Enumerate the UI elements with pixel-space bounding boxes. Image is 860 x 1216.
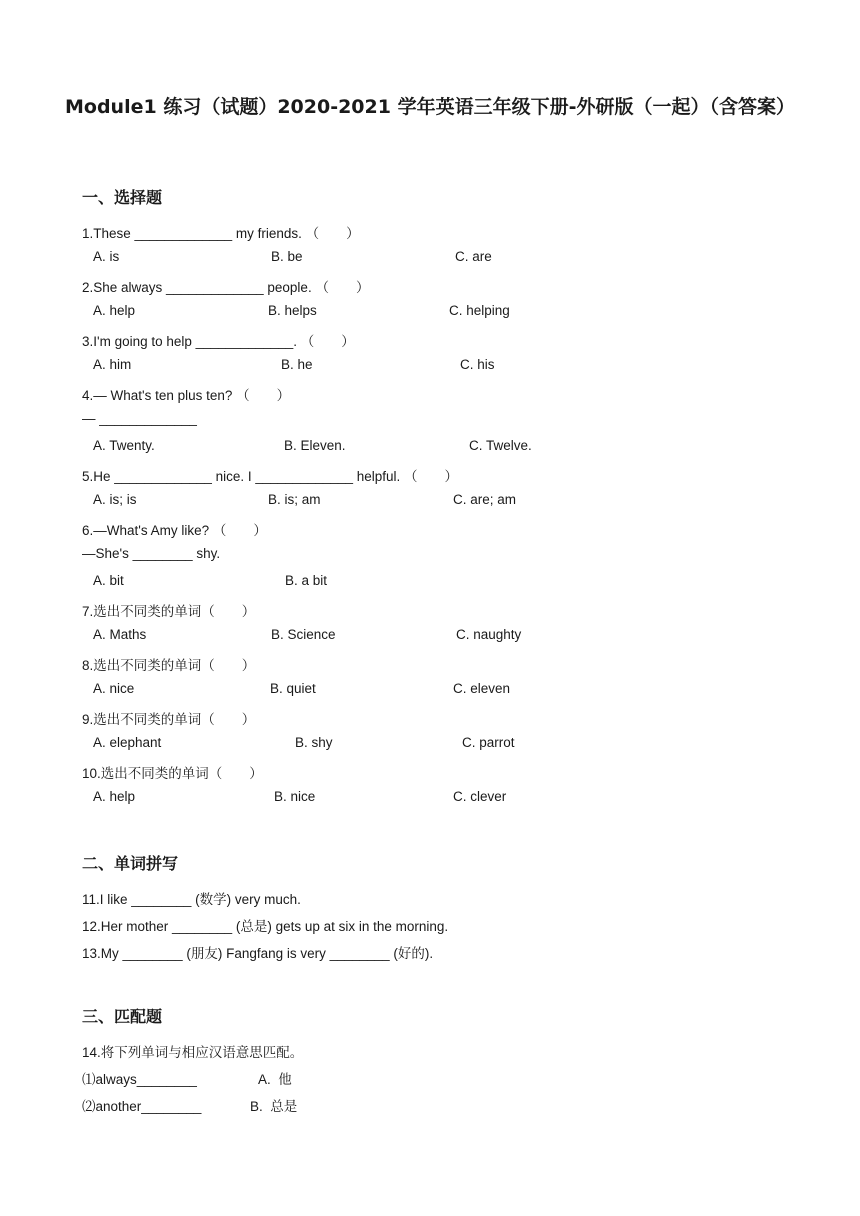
question-answer-line: —She's ________ shy.: [82, 546, 221, 561]
matching-row-meaning: B. 总是: [250, 1099, 298, 1114]
matching-row-word: ⑴always________: [82, 1072, 197, 1087]
option-a: A. bit: [93, 573, 124, 588]
option-b: B. be: [271, 249, 303, 264]
question-stem: 1.These _____________ my friends. （ ）: [82, 226, 360, 241]
option-a: A. is: [93, 249, 120, 264]
spelling-item: 13.My ________ (朋友) Fangfang is very ________ (好的).: [82, 946, 434, 961]
matching-stem: 14.将下列单词与相应汉语意思匹配。: [82, 1045, 304, 1060]
question-stem: 9.选出不同类的单词（ ）: [82, 712, 256, 727]
spelling-item: 12.Her mother ________ (总是) gets up at six in the morning.: [82, 919, 449, 934]
option-c: C. are: [455, 249, 492, 264]
question-stem: 6.—What's Amy like? （ ）: [82, 523, 267, 538]
option-c: C. clever: [453, 789, 507, 804]
option-a: A. help: [93, 789, 136, 804]
matching-row-word: ⑵another________: [82, 1099, 202, 1114]
option-a: A. help: [93, 303, 136, 318]
option-c: C. are; am: [453, 492, 517, 507]
option-c: C. Twelve.: [469, 438, 532, 453]
question-options: [93, 249, 793, 269]
question-options: [93, 303, 793, 323]
option-c: C. helping: [449, 303, 510, 318]
option-a: A. Twenty.: [93, 438, 155, 453]
option-c: C. parrot: [462, 735, 515, 750]
option-b: B. Eleven.: [284, 438, 346, 453]
question-options: [93, 357, 793, 377]
question-options: [93, 735, 793, 755]
question-stem: 7.选出不同类的单词（ ）: [82, 604, 256, 619]
spelling-item: 11.I like ________ (数学) very much.: [82, 892, 301, 907]
option-b: B. Science: [271, 627, 336, 642]
question-stem: 10.选出不同类的单词（ ）: [82, 766, 263, 781]
matching-row-meaning: A. 他: [258, 1072, 292, 1087]
section-heading-spelling: 二、单词拼写: [82, 854, 179, 873]
question-stem: 3.I'm going to help _____________. （ ）: [82, 334, 355, 349]
option-a: A. Maths: [93, 627, 147, 642]
option-c: C. naughty: [456, 627, 522, 642]
option-a: A. nice: [93, 681, 135, 696]
option-b: B. nice: [274, 789, 316, 804]
option-a: A. is; is: [93, 492, 137, 507]
question-options: [93, 627, 793, 647]
question-options: [93, 573, 793, 593]
option-b: B. a bit: [285, 573, 328, 588]
option-b: B. is; am: [268, 492, 321, 507]
option-a: A. him: [93, 357, 132, 372]
page-title: Module1 练习（试题）2020-2021 学年英语三年级下册-外研版（一起）（含答案）: [65, 96, 795, 118]
question-stem: 4.— What's ten plus ten? （ ）: [82, 388, 291, 403]
option-a: A. elephant: [93, 735, 162, 750]
section-heading-choice: 一、选择题: [82, 188, 163, 207]
option-b: B. helps: [268, 303, 317, 318]
option-c: C. eleven: [453, 681, 511, 696]
option-b: B. he: [281, 357, 313, 372]
option-c: C. his: [460, 357, 495, 372]
question-options: [93, 492, 793, 512]
option-b: B. shy: [295, 735, 333, 750]
question-options: [93, 438, 793, 458]
question-stem: 8.选出不同类的单词（ ）: [82, 658, 256, 673]
question-options: [93, 789, 793, 809]
question-stem: 5.He _____________ nice. I _____________ helpful. （ ）: [82, 469, 459, 484]
option-b: B. quiet: [270, 681, 316, 696]
question-answer-line: — _____________: [82, 411, 197, 426]
section-heading-matching: 三、匹配题: [82, 1007, 163, 1026]
question-options: [93, 681, 793, 701]
question-stem: 2.She always _____________ people. （ ）: [82, 280, 370, 295]
